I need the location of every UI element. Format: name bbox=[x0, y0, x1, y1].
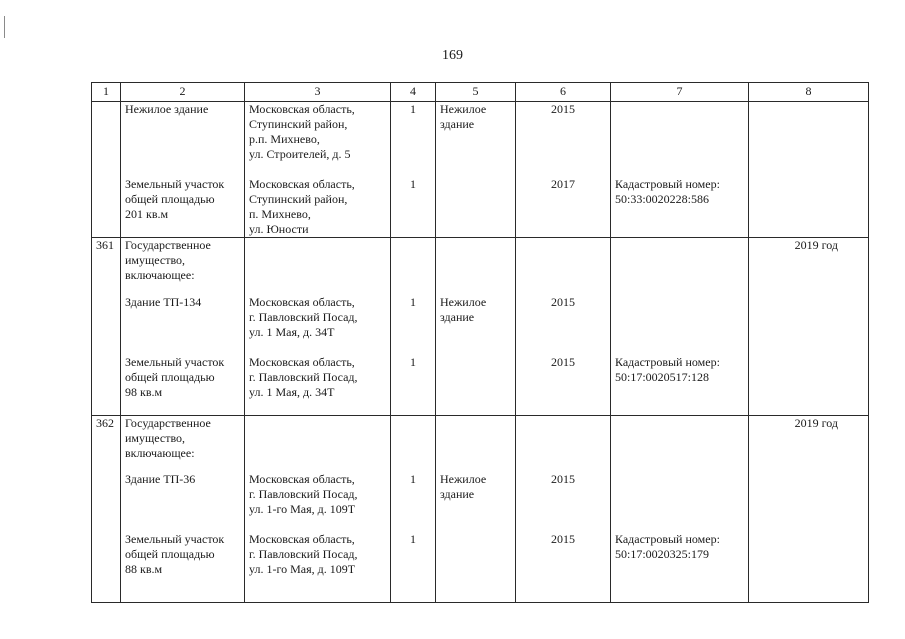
column-header: 5 bbox=[436, 83, 516, 102]
row-number-cell: 361 bbox=[92, 237, 121, 295]
object-type-cell bbox=[436, 177, 516, 238]
object-name-cell bbox=[121, 355, 245, 415]
cell-line: общей площадью bbox=[125, 370, 215, 384]
cell-line: Нежилое bbox=[440, 102, 487, 116]
cell-line: включающее: bbox=[125, 445, 195, 460]
privatization-term-cell bbox=[749, 532, 869, 602]
cell-line: Здание ТП-36 bbox=[125, 472, 196, 486]
cell-line: 201 кв.м bbox=[125, 206, 169, 221]
cell-line: включающее: bbox=[125, 267, 195, 282]
cell-line: ул. 1-го Мая, д. 109Т bbox=[249, 502, 356, 516]
privatization-term-cell: 2019 год bbox=[749, 237, 869, 295]
cell-line: имущество, bbox=[125, 430, 186, 445]
cell-line: 98 кв.м bbox=[125, 385, 163, 399]
quantity-cell bbox=[391, 237, 436, 295]
address-cell bbox=[245, 472, 391, 532]
object-name-cell bbox=[121, 472, 245, 532]
cell-line: г. Павловский Посад, bbox=[249, 310, 358, 324]
object-type-cell bbox=[436, 415, 516, 472]
cell-line: Кадастровый номер: bbox=[615, 176, 720, 191]
cell-line: 50:17:0020517:128 bbox=[615, 370, 710, 384]
cell-line: г. Павловский Посад, bbox=[249, 487, 358, 501]
table-row bbox=[92, 415, 869, 472]
address-cell bbox=[245, 532, 391, 602]
object-type-cell bbox=[436, 102, 516, 177]
cell-line: Земельный участок bbox=[125, 355, 225, 369]
cell-line: Московская область, bbox=[249, 355, 355, 369]
column-number-header-row bbox=[92, 83, 869, 102]
cell-line: Государственное bbox=[125, 237, 211, 252]
object-type-cell bbox=[436, 355, 516, 415]
row-number-cell bbox=[92, 532, 121, 602]
column-header: 3 bbox=[245, 83, 391, 102]
address-cell bbox=[245, 102, 391, 177]
cell-line: Ступинский район, bbox=[249, 191, 348, 206]
object-type-cell bbox=[436, 237, 516, 295]
row-number-cell bbox=[92, 295, 121, 355]
cell-line: 50:33:0020228:586 bbox=[615, 191, 710, 206]
address-cell bbox=[245, 237, 391, 295]
object-type-cell bbox=[436, 472, 516, 532]
column-header: 7 bbox=[611, 83, 749, 102]
cell-line: Кадастровый номер: bbox=[615, 532, 720, 546]
cell-line: Нежилое bbox=[440, 295, 487, 309]
row-number-cell bbox=[92, 355, 121, 415]
year-cell: 2015 bbox=[516, 472, 611, 532]
privatization-term-cell bbox=[749, 295, 869, 355]
address-cell bbox=[245, 415, 391, 472]
address-cell bbox=[245, 177, 391, 238]
year-cell: 2015 bbox=[516, 532, 611, 602]
cell-line: Московская область, bbox=[249, 532, 355, 546]
cadastral-note-cell bbox=[611, 295, 749, 355]
quantity-cell: 1 bbox=[391, 532, 436, 602]
cadastral-note-cell bbox=[611, 355, 749, 415]
cell-line: общей площадью bbox=[125, 547, 215, 561]
cell-line: р.п. Михнево, bbox=[249, 132, 320, 146]
privatization-term-cell: 2019 год bbox=[749, 415, 869, 472]
column-header: 2 bbox=[121, 83, 245, 102]
table-row bbox=[92, 237, 869, 295]
cell-line: Московская область, bbox=[249, 472, 355, 486]
quantity-cell: 1 bbox=[391, 472, 436, 532]
quantity-cell: 1 bbox=[391, 177, 436, 238]
table-row bbox=[92, 532, 869, 602]
scan-edge-mark bbox=[4, 16, 5, 38]
cadastral-note-cell bbox=[611, 532, 749, 602]
address-cell bbox=[245, 295, 391, 355]
address-cell bbox=[245, 355, 391, 415]
object-name-cell bbox=[121, 532, 245, 602]
quantity-cell: 1 bbox=[391, 355, 436, 415]
property-registry-table bbox=[91, 82, 869, 603]
object-type-cell bbox=[436, 295, 516, 355]
object-type-cell bbox=[436, 532, 516, 602]
table-row bbox=[92, 102, 869, 177]
cell-line: ул. Юности bbox=[249, 221, 309, 236]
quantity-cell: 1 bbox=[391, 102, 436, 177]
year-cell bbox=[516, 415, 611, 472]
object-name-cell bbox=[121, 237, 245, 295]
year-cell: 2015 bbox=[516, 295, 611, 355]
cell-line: Здание ТП-134 bbox=[125, 295, 202, 309]
row-number-cell: 362 bbox=[92, 415, 121, 472]
cell-line: Московская область, bbox=[249, 102, 355, 116]
row-number-cell bbox=[92, 102, 121, 177]
cell-line: здание bbox=[440, 487, 475, 501]
cell-line: Кадастровый номер: bbox=[615, 355, 720, 369]
cadastral-note-cell bbox=[611, 177, 749, 238]
privatization-term-cell bbox=[749, 102, 869, 177]
cell-line: г. Павловский Посад, bbox=[249, 547, 358, 561]
table-row bbox=[92, 177, 869, 238]
privatization-term-cell bbox=[749, 177, 869, 238]
cadastral-note-cell bbox=[611, 472, 749, 532]
year-cell: 2015 bbox=[516, 102, 611, 177]
cadastral-note-cell bbox=[611, 102, 749, 177]
column-header: 6 bbox=[516, 83, 611, 102]
row-number-cell bbox=[92, 472, 121, 532]
cell-line: имущество, bbox=[125, 252, 186, 267]
cell-line: Государственное bbox=[125, 415, 211, 430]
cell-line: Земельный участок bbox=[125, 532, 225, 546]
cell-line: Нежилое bbox=[440, 472, 487, 486]
cell-line: здание bbox=[440, 310, 475, 324]
privatization-term-cell bbox=[749, 355, 869, 415]
year-cell: 2015 bbox=[516, 355, 611, 415]
privatization-term-cell bbox=[749, 472, 869, 532]
cell-line: г. Павловский Посад, bbox=[249, 370, 358, 384]
column-header: 8 bbox=[749, 83, 869, 102]
year-cell bbox=[516, 237, 611, 295]
cell-line: Московская область, bbox=[249, 176, 355, 191]
cell-line: 88 кв.м bbox=[125, 562, 163, 576]
cell-line: Московская область, bbox=[249, 295, 355, 309]
cell-line: ул. 1 Мая, д. 34Т bbox=[249, 385, 335, 399]
cell-line: п. Михнево, bbox=[249, 206, 311, 221]
cell-line: общей площадью bbox=[125, 191, 215, 206]
year-cell: 2017 bbox=[516, 177, 611, 238]
object-name-cell bbox=[121, 177, 245, 238]
column-header: 4 bbox=[391, 83, 436, 102]
table-row bbox=[92, 355, 869, 415]
quantity-cell: 1 bbox=[391, 295, 436, 355]
table-row bbox=[92, 472, 869, 532]
column-header: 1 bbox=[92, 83, 121, 102]
cell-line: ул. Строителей, д. 5 bbox=[249, 147, 351, 161]
cell-line: здание bbox=[440, 117, 475, 131]
cell-line: Нежилое здание bbox=[125, 102, 209, 116]
row-number-cell bbox=[92, 177, 121, 238]
object-name-cell bbox=[121, 102, 245, 177]
cadastral-note-cell bbox=[611, 237, 749, 295]
cell-line: ул. 1-го Мая, д. 109Т bbox=[249, 562, 356, 576]
object-name-cell bbox=[121, 415, 245, 472]
cadastral-note-cell bbox=[611, 415, 749, 472]
table-row bbox=[92, 295, 869, 355]
page-number: 169 bbox=[442, 48, 463, 63]
object-name-cell bbox=[121, 295, 245, 355]
cell-line: Земельный участок bbox=[125, 176, 225, 191]
cell-line: Ступинский район, bbox=[249, 117, 348, 131]
cell-line: 50:17:0020325:179 bbox=[615, 547, 710, 561]
quantity-cell bbox=[391, 415, 436, 472]
cell-line: ул. 1 Мая, д. 34Т bbox=[249, 325, 335, 339]
